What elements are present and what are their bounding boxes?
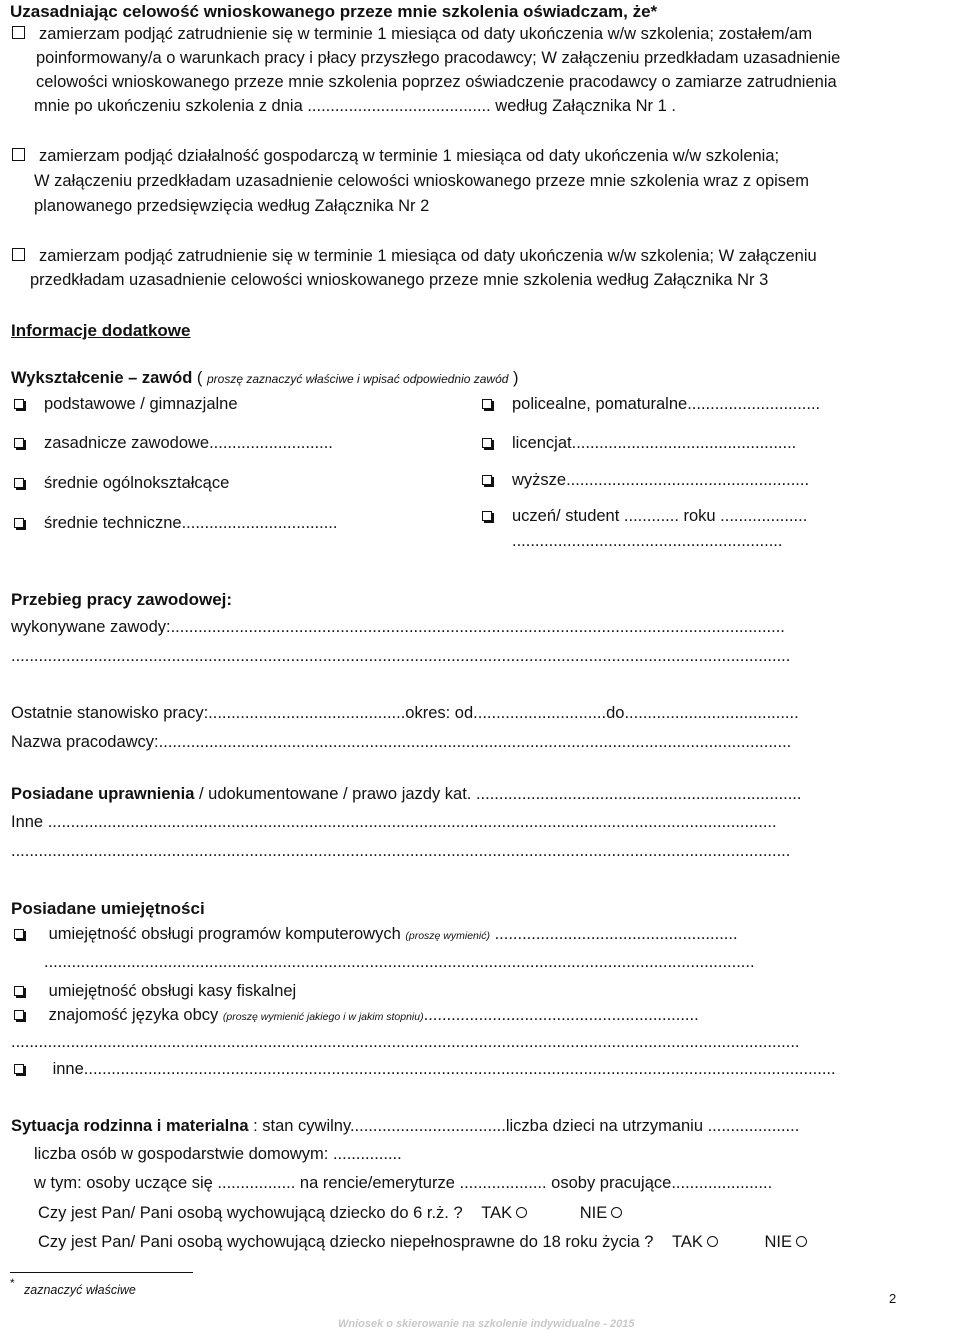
checkbox-vocational[interactable] xyxy=(14,438,24,448)
answer-no-child-disabled[interactable]: NIE xyxy=(765,1233,808,1251)
footnote-divider xyxy=(10,1272,193,1273)
checkbox-student[interactable] xyxy=(482,511,492,521)
question-child-disabled: Czy jest Pan/ Pani osobą wychowującą dziecko niepełnosprawne do 18 roku życia ? TAK NIE xyxy=(38,1233,807,1252)
education-heading: Wykształcenie – zawód xyxy=(11,369,193,387)
radio-icon xyxy=(796,1236,807,1247)
radio-icon xyxy=(707,1236,718,1247)
skill-computer: umiejętność obsługi programów komputerowych (proszę wymienić) ..................................................... xyxy=(14,925,738,944)
language-field-cont[interactable]: ............................................................................................................................................................................ xyxy=(11,1033,800,1051)
family-status-field[interactable]: : stan cywilny..................................liczba dzieci na utrzymaniu .................... xyxy=(248,1117,800,1135)
edu-item-general-secondary: średnie ogólnokształcące xyxy=(14,474,229,493)
footnote-text: zaznaczyć właściwe xyxy=(24,1283,136,1297)
professions-field-cont[interactable]: .......................................................................................................................................................................... xyxy=(11,647,791,665)
section-heading: Uzasadniając celowość wnioskowanego przeze mnie szkolenia oświadczam, że* xyxy=(10,2,658,21)
checkbox-language[interactable] xyxy=(14,1010,24,1020)
family-row xyxy=(11,1117,799,1136)
checkbox-option-3[interactable] xyxy=(12,248,25,261)
answer-yes-child-disabled[interactable]: TAK xyxy=(672,1233,718,1251)
rights-other-field-cont[interactable]: .......................................................................................................................................................................... xyxy=(11,842,791,860)
checkbox-option-1[interactable] xyxy=(12,26,25,39)
option-3-line-2: przedkładam uzasadnienie celowości wnioskowanego przeze mnie szkolenia według Załącznika Nr 3 xyxy=(30,271,769,289)
checkbox-computer[interactable] xyxy=(14,929,24,939)
footnote-mark: * xyxy=(10,1276,15,1290)
edu-item-student: uczeń/ student ............ roku ................... xyxy=(482,507,807,526)
edu-item-technical-secondary: średnie techniczne.................................. xyxy=(14,514,337,533)
work-heading: Przebieg pracy zawodowej: xyxy=(11,590,233,609)
checkbox-higher[interactable] xyxy=(482,475,492,485)
checkbox-post-secondary[interactable] xyxy=(482,399,492,409)
option-1-line-4: mnie po ukończeniu szkolenia z dnia ........................................ według Załącznika Nr 1 . xyxy=(34,97,676,115)
paren-open: ( xyxy=(196,369,203,387)
footer-text: Wniosek o skierowanie na szkolenie indywidualne - 2015 xyxy=(338,1318,635,1330)
education-heading-row xyxy=(11,369,519,388)
answer-no-child-6[interactable]: NIE xyxy=(580,1204,623,1222)
last-position-field[interactable]: Ostatnie stanowisko pracy:...........................................okres: od.............................do...................................... xyxy=(11,704,799,722)
option-3 xyxy=(12,247,817,266)
checkbox-other[interactable] xyxy=(14,1064,24,1074)
checkbox-general-secondary[interactable] xyxy=(14,478,24,488)
edu-student-continuation: ........................................................... xyxy=(512,532,783,550)
rights-other-field[interactable]: Inne ............................................................................................................................................................... xyxy=(11,813,777,831)
skill-language: znajomość języka obcy (proszę wymienić jakiego i w jakim stopniu)............................................................ xyxy=(14,1006,699,1025)
option-2-line-2: W załączeniu przedkładam uzasadnienie celowości wnioskowanego przeze mnie szkolenia wraz z opisem xyxy=(34,172,809,190)
rights-heading: Posiadane uprawnienia xyxy=(11,785,195,803)
option-1-line-2: poinformowany/a o warunkach pracy i płacy przyszłego pracodawcy; W załączeniu przedkładam uzasadnienie xyxy=(36,49,841,67)
page-number: 2 xyxy=(889,1291,897,1306)
household-breakdown-field[interactable]: w tym: osoby uczące się ................. na rencie/emeryturze ................... osoby pracujące...................... xyxy=(34,1174,773,1192)
skills-heading: Posiadane umiejętności xyxy=(11,899,205,918)
radio-icon xyxy=(611,1207,622,1218)
edu-item-bachelor: licencjat................................................. xyxy=(482,434,796,453)
skill-other: inne.................................................................................................................................................................... xyxy=(14,1060,836,1079)
option-3-line-1: zamierzam podjąć zatrudnienie się w terminie 1 miesiąca od daty ukończenia w/w szkolenia; W załączeniu xyxy=(39,247,817,265)
edu-item-higher: wyższe..................................................... xyxy=(482,471,809,490)
radio-icon xyxy=(516,1207,527,1218)
household-field[interactable]: liczba osób w gospodarstwie domowym: ............... xyxy=(34,1145,402,1163)
option-1-line-3: celowości wnioskowanego przeze mnie szkolenia poprzez oświadczenie pracodawcy o zamiarze zatrudnienia xyxy=(36,73,837,91)
education-hint: proszę zaznaczyć właściwe i wpisać odpowiednio zawód xyxy=(206,372,509,386)
rights-row xyxy=(11,785,801,804)
skill-cash: umiejętność obsługi kasy fiskalnej xyxy=(14,982,296,1001)
computer-field-cont[interactable]: ........................................................................................................................................................... xyxy=(44,953,755,971)
paren-close: ) xyxy=(513,369,519,387)
option-1 xyxy=(12,25,812,44)
rights-field[interactable]: / udokumentowane / prawo jazdy kat. ....................................................................... xyxy=(198,785,802,803)
checkbox-primary[interactable] xyxy=(14,399,24,409)
employer-field[interactable]: Nazwa pracodawcy:.......................................................................................................................................... xyxy=(11,733,792,751)
checkbox-technical-secondary[interactable] xyxy=(14,518,24,528)
info-heading: Informacje dodatkowe xyxy=(11,321,191,340)
answer-yes-child-6[interactable]: TAK xyxy=(481,1204,527,1222)
professions-field[interactable]: wykonywane zawody:...................................................................................................................................... xyxy=(11,618,785,636)
option-1-line-1: zamierzam podjąć zatrudnienie się w terminie 1 miesiąca od daty ukończenia w/w szkolenia; zostałem/am xyxy=(39,25,813,43)
edu-item-primary: podstawowe / gimnazjalne xyxy=(14,395,238,414)
option-2-line-1: zamierzam podjąć działalność gospodarczą w terminie 1 miesiąca od daty ukończenia w/w szkolenia; xyxy=(39,147,780,165)
checkbox-bachelor[interactable] xyxy=(482,438,492,448)
edu-item-post-secondary: policealne, pomaturalne............................. xyxy=(482,395,820,414)
checkbox-option-2[interactable] xyxy=(12,148,25,161)
question-child-6: Czy jest Pan/ Pani osobą wychowującą dziecko do 6 r.ż. ? TAK NIE xyxy=(38,1204,622,1223)
edu-item-vocational: zasadnicze zawodowe........................... xyxy=(14,434,333,453)
family-heading: Sytuacja rodzinna i materialna xyxy=(11,1117,249,1135)
option-2 xyxy=(12,147,779,166)
checkbox-cash-register[interactable] xyxy=(14,986,24,996)
option-2-line-3: planowanego przedsięwzięcia według Załącznika Nr 2 xyxy=(34,197,430,215)
